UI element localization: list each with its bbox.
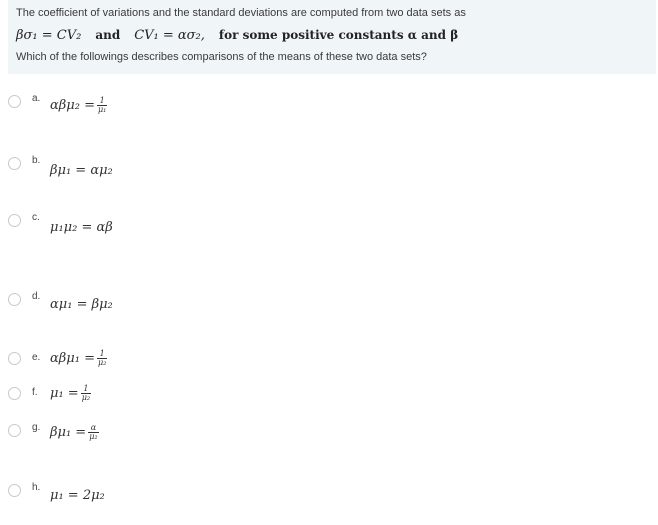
option-letter: g. xyxy=(32,422,41,433)
fraction-numerator: 1 xyxy=(81,385,91,394)
option-b[interactable] xyxy=(6,155,206,177)
radio-button[interactable] xyxy=(8,352,21,365)
option-letter: d. xyxy=(32,291,41,302)
option-expression: βμ₁ = αμ₂ xyxy=(50,163,113,178)
option-e[interactable] xyxy=(6,350,206,372)
question-text-line3: Which of the followings describes comparisons of the means of these two data sets? xyxy=(16,51,427,63)
formula-part-2: CV₁ = ασ₂, xyxy=(134,28,205,43)
fraction-denominator: μ₁ xyxy=(97,105,107,114)
expr-text: αβμ₂ = xyxy=(50,98,95,113)
fraction xyxy=(81,385,91,402)
option-h[interactable] xyxy=(6,482,206,504)
radio-button[interactable] xyxy=(8,157,21,170)
formula-and: and xyxy=(95,28,121,42)
option-letter: b. xyxy=(32,155,41,166)
fraction-numerator: α xyxy=(88,424,98,433)
radio-button[interactable] xyxy=(8,214,21,227)
option-expression xyxy=(50,350,107,367)
fraction-numerator: 1 xyxy=(97,97,107,106)
fraction xyxy=(97,350,107,367)
question-box xyxy=(8,0,656,74)
formula-part-1: βσ₁ = CV₂ xyxy=(16,28,82,43)
fraction xyxy=(88,424,98,441)
option-letter: e. xyxy=(32,352,41,363)
radio-button[interactable] xyxy=(8,293,21,306)
expr-text: μ₁ = xyxy=(50,386,79,401)
question-formula-line xyxy=(16,28,458,43)
option-expression xyxy=(50,424,99,441)
option-expression xyxy=(50,385,91,402)
radio-button[interactable] xyxy=(8,424,21,437)
option-a[interactable] xyxy=(6,93,206,115)
option-g[interactable] xyxy=(6,422,206,444)
option-expression: αμ₁ = βμ₂ xyxy=(50,297,113,312)
formula-tail: for some positive constants α and β xyxy=(218,28,459,42)
option-f[interactable] xyxy=(6,385,206,407)
fraction-denominator: μ₂ xyxy=(81,393,91,402)
option-letter: h. xyxy=(32,482,41,493)
option-expression: μ₁ = 2μ₂ xyxy=(50,488,105,503)
option-c[interactable] xyxy=(6,212,206,234)
option-d[interactable] xyxy=(6,291,206,313)
fraction-denominator: μ₂ xyxy=(89,432,98,441)
question-text-line1: The coefficient of variations and the standard deviations are computed from two data sets as xyxy=(16,7,466,19)
fraction-numerator: 1 xyxy=(97,350,107,359)
fraction-denominator: μ₂ xyxy=(97,358,107,367)
expr-text: βμ₁ = xyxy=(50,425,87,440)
expr-text: αβμ₁ = xyxy=(50,351,95,366)
option-expression xyxy=(50,97,107,114)
option-expression: μ₁μ₂ = αβ xyxy=(50,220,113,235)
option-letter: c. xyxy=(32,212,40,223)
option-letter: f. xyxy=(32,387,38,398)
fraction xyxy=(97,97,107,114)
radio-button[interactable] xyxy=(8,95,21,108)
option-letter: a. xyxy=(32,93,41,104)
radio-button[interactable] xyxy=(8,484,21,497)
radio-button[interactable] xyxy=(8,387,21,400)
